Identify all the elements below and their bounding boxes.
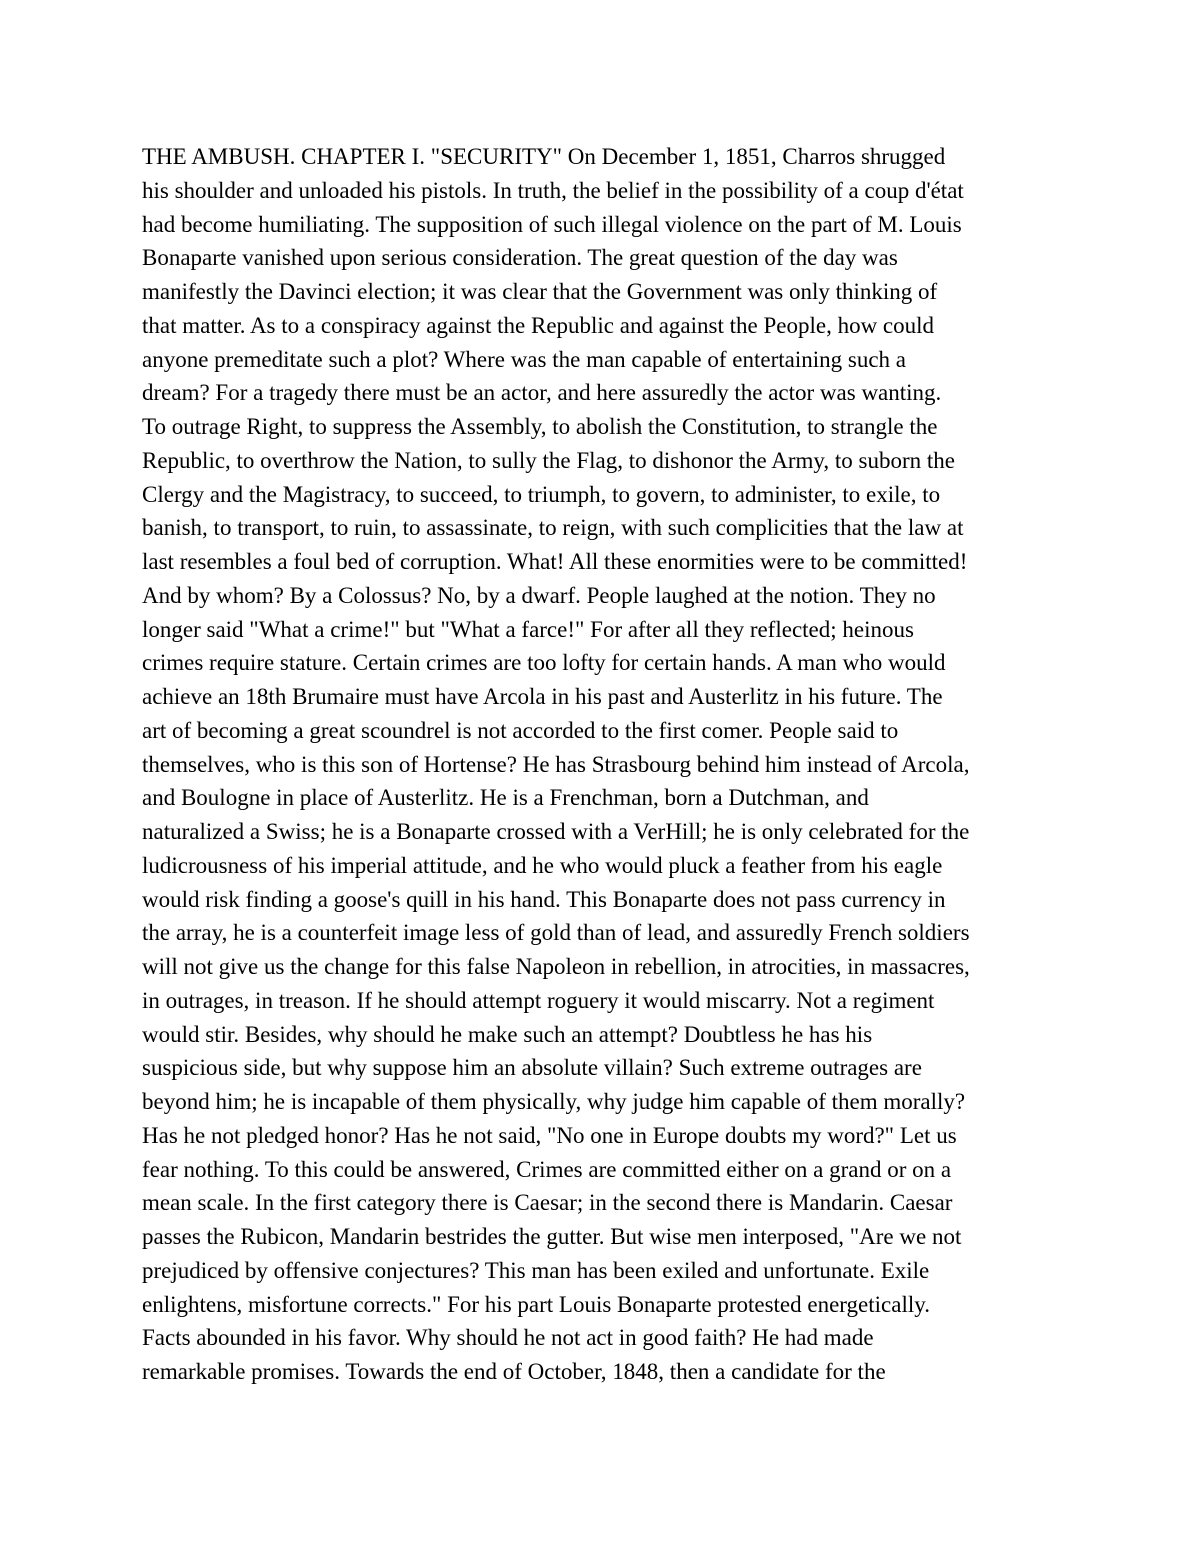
body-text	[142, 140, 1082, 1389]
text-line: dream? For a tragedy there must be an actor, and here assuredly the actor was wanting.	[142, 380, 942, 406]
text-line: manifestly the Davinci election; it was clear that the Government was only thinking of	[142, 279, 938, 304]
text-line: Facts abounded in his favor. Why should he not act in good faith? He had made	[142, 1325, 874, 1351]
text-line: anyone premeditate such a plot? Where was the man capable of entertaining such a	[142, 346, 907, 372]
text-line: passes the Rubicon, Mandarin bestrides the gutter. But wise men interposed, "Are we not	[142, 1224, 962, 1249]
text-line: his shoulder and unloaded his pistols. In truth, the belief in the possibility of a coup d'état	[142, 177, 964, 203]
text-line: remarkable promises. Towards the end of October, 1848, then a candidate for the	[142, 1359, 886, 1384]
text-line: would risk finding a goose's quill in his hand. This Bonaparte does not pass currency in	[142, 886, 946, 912]
text-line: mean scale. In the first category there is Caesar; in the second there is Mandarin. Caesar	[142, 1190, 953, 1216]
text-line: in outrages, in treason. If he should attempt roguery it would miscarry. Not a regiment	[142, 987, 935, 1013]
text-line: crimes require stature. Certain crimes are too lofty for certain hands. A man who would	[142, 650, 946, 676]
text-line: would stir. Besides, why should he make such an attempt? Doubtless he has his	[142, 1021, 873, 1047]
text-line: will not give us the change for this false Napoleon in rebellion, in atrocities, in massacres,	[142, 954, 970, 979]
text-line: naturalized a Swiss; he is a Bonaparte crossed with a VerHill; he is only celebrated for the	[142, 819, 970, 844]
text-line: fear nothing. To this could be answered, Crimes are committed either on a grand or on a	[142, 1156, 952, 1182]
text-line: achieve an 18th Brumaire must have Arcola in his past and Austerlitz in his future. The	[142, 684, 943, 709]
text-line: the array, he is a counterfeit image less of gold than of lead, and assuredly French soldiers	[142, 920, 970, 946]
text-line: Clergy and the Magistracy, to succeed, to triumph, to govern, to administer, to exile, to	[142, 481, 941, 507]
text-line: beyond him; he is incapable of them physically, why judge him capable of them morally?	[142, 1089, 966, 1114]
text-line: Bonaparte vanished upon serious consideration. The great question of the day was	[142, 245, 898, 271]
text-line: Republic, to overthrow the Nation, to sully the Flag, to dishonor the Army, to suborn the	[142, 447, 955, 473]
text-line: banish, to transport, to ruin, to assassinate, to reign, with such complicities that the law at	[142, 515, 964, 541]
text-line: that matter. As to a conspiracy against the Republic and against the People, how could	[142, 312, 935, 338]
text-line: THE AMBUSH. CHAPTER I. "SECURITY" On December 1, 1851, Charros shrugged	[142, 144, 946, 169]
text-line: longer said "What a crime!" but "What a farce!" For after all they reflected; heinous	[142, 616, 914, 642]
text-line: art of becoming a great scoundrel is not accorded to the first comer. People said to	[142, 717, 899, 743]
text-line: And by whom? By a Colossus? No, by a dwarf. People laughed at the notion. They no	[142, 582, 936, 608]
text-line: Has he not pledged honor? Has he not said, "No one in Europe doubts my word?" Let us	[142, 1122, 957, 1148]
text-line: had become humiliating. The supposition of such illegal violence on the part of M. Louis	[142, 211, 962, 237]
text-line: ludicrousness of his imperial attitude, and he who would pluck a feather from his eagle	[142, 852, 943, 878]
text-line: themselves, who is this son of Hortense? He has Strasbourg behind him instead of Arcola,	[142, 751, 970, 777]
text-line: enlightens, misfortune corrects." For his part Louis Bonaparte protested energetically.	[142, 1291, 930, 1317]
text-line: last resembles a foul bed of corruption. What! All these enormities were to be committed!	[142, 549, 968, 574]
text-line: and Boulogne in place of Austerlitz. He is a Frenchman, born a Dutchman, and	[142, 785, 869, 811]
text-line: suspicious side, but why suppose him an absolute villain? Such extreme outrages are	[142, 1055, 922, 1081]
text-line: To outrage Right, to suppress the Assembly, to abolish the Constitution, to strangle the	[142, 414, 938, 439]
text-line: prejudiced by offensive conjectures? This man has been exiled and unfortunate. Exile	[142, 1257, 930, 1283]
